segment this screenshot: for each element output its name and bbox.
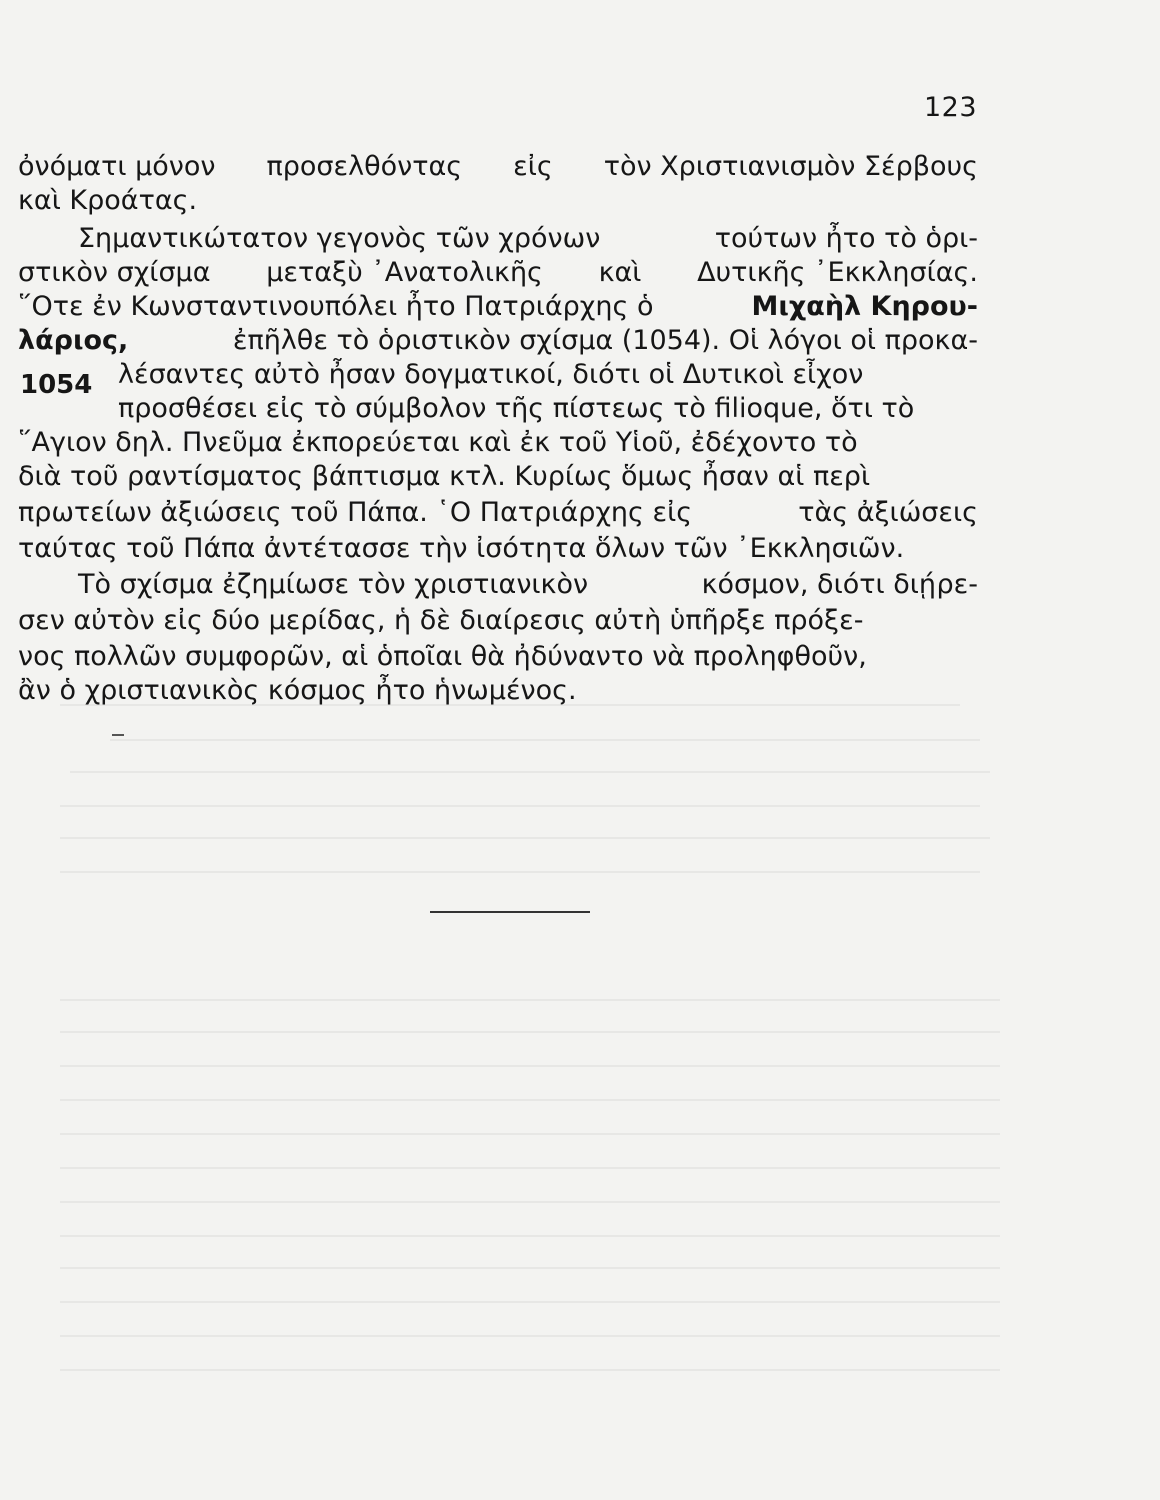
text-line: ἂν ὁ χριστιανικὸς κόσμος ἦτο ἡνωμένος. [18, 675, 577, 706]
margin-note-year: 1054 [20, 370, 93, 400]
text-line: προσθέσει εἰς τὸ σύμβολον τῆς πίστεως τὸ filioque, ὅτι τὸ [118, 393, 915, 424]
page-number: 123 [924, 92, 978, 123]
text-line: ῞Αγιον δηλ. Πνεῦμα ἐκπορεύεται καὶ ἐκ τοῦ Υἱοῦ, ἐδέχοντο τὸ [18, 427, 858, 458]
separator-rule [430, 911, 590, 913]
stray-mark [112, 734, 124, 736]
text-line: ῞Οτε ἐν Κωνσταντινουπόλει ἦτο Πατριάρχης ὁ Μιχαὴλ Κηρου- [18, 291, 978, 322]
text-line: σεν αὐτὸν εἰς δύο μερίδας, ἡ δὲ διαίρεσις αὐτὴ ὑπῆρξε πρόξε- [18, 605, 864, 636]
paragraph-start: Τὸ σχίσμα ἐζημίωσε τὸν χριστιανικὸν κόσμον, διότι διῄρε- [78, 569, 978, 600]
text-line: ταύτας τοῦ Πάπα ἀντέτασσε τὴν ἰσότητα ὅλων τῶν ᾿Εκκλησιῶν. [18, 533, 905, 564]
text-line: καὶ Κροάτας. [18, 185, 198, 216]
bold-name: λάριος, [18, 325, 129, 356]
text-line: λάριος, ἐπῆλθε τὸ ὁριστικὸν σχίσμα (1054). Οἱ λόγοι οἱ προκα- [18, 325, 978, 356]
text-line: νος πολλῶν συμφορῶν, αἱ ὁποῖαι θὰ ἠδύναντο νὰ προληφθοῦν, [18, 641, 867, 672]
paragraph-start: Σημαντικώτατον γεγονὸς τῶν χρόνων τούτων ἦτο τὸ ὁρι- [78, 223, 978, 254]
text-line: πρωτείων ἀξιώσεις τοῦ Πάπα. ῾Ο Πατριάρχης εἰς τὰς ἀξιώσεις [18, 497, 978, 528]
bold-name: Μιχαὴλ Κηρου- [751, 291, 978, 322]
text-line: λέσαντες αὐτὸ ἦσαν δογματικοί, διότι οἱ Δυτικοὶ εἶχον [118, 359, 864, 390]
text-line: στικὸν σχίσμα μεταξὺ ᾿Ανατολικῆς καὶ Δυτικῆς ᾿Εκκλησίας. [18, 257, 978, 288]
text-line: διὰ τοῦ ραντίσματος βάπτισμα κτλ. Κυρίως ὅμως ἦσαν αἱ περὶ [18, 461, 871, 492]
text-line: ὀνόματι μόνον προσελθόντας εἰς τὸν Χριστιανισμὸν Σέρβους [18, 151, 978, 182]
